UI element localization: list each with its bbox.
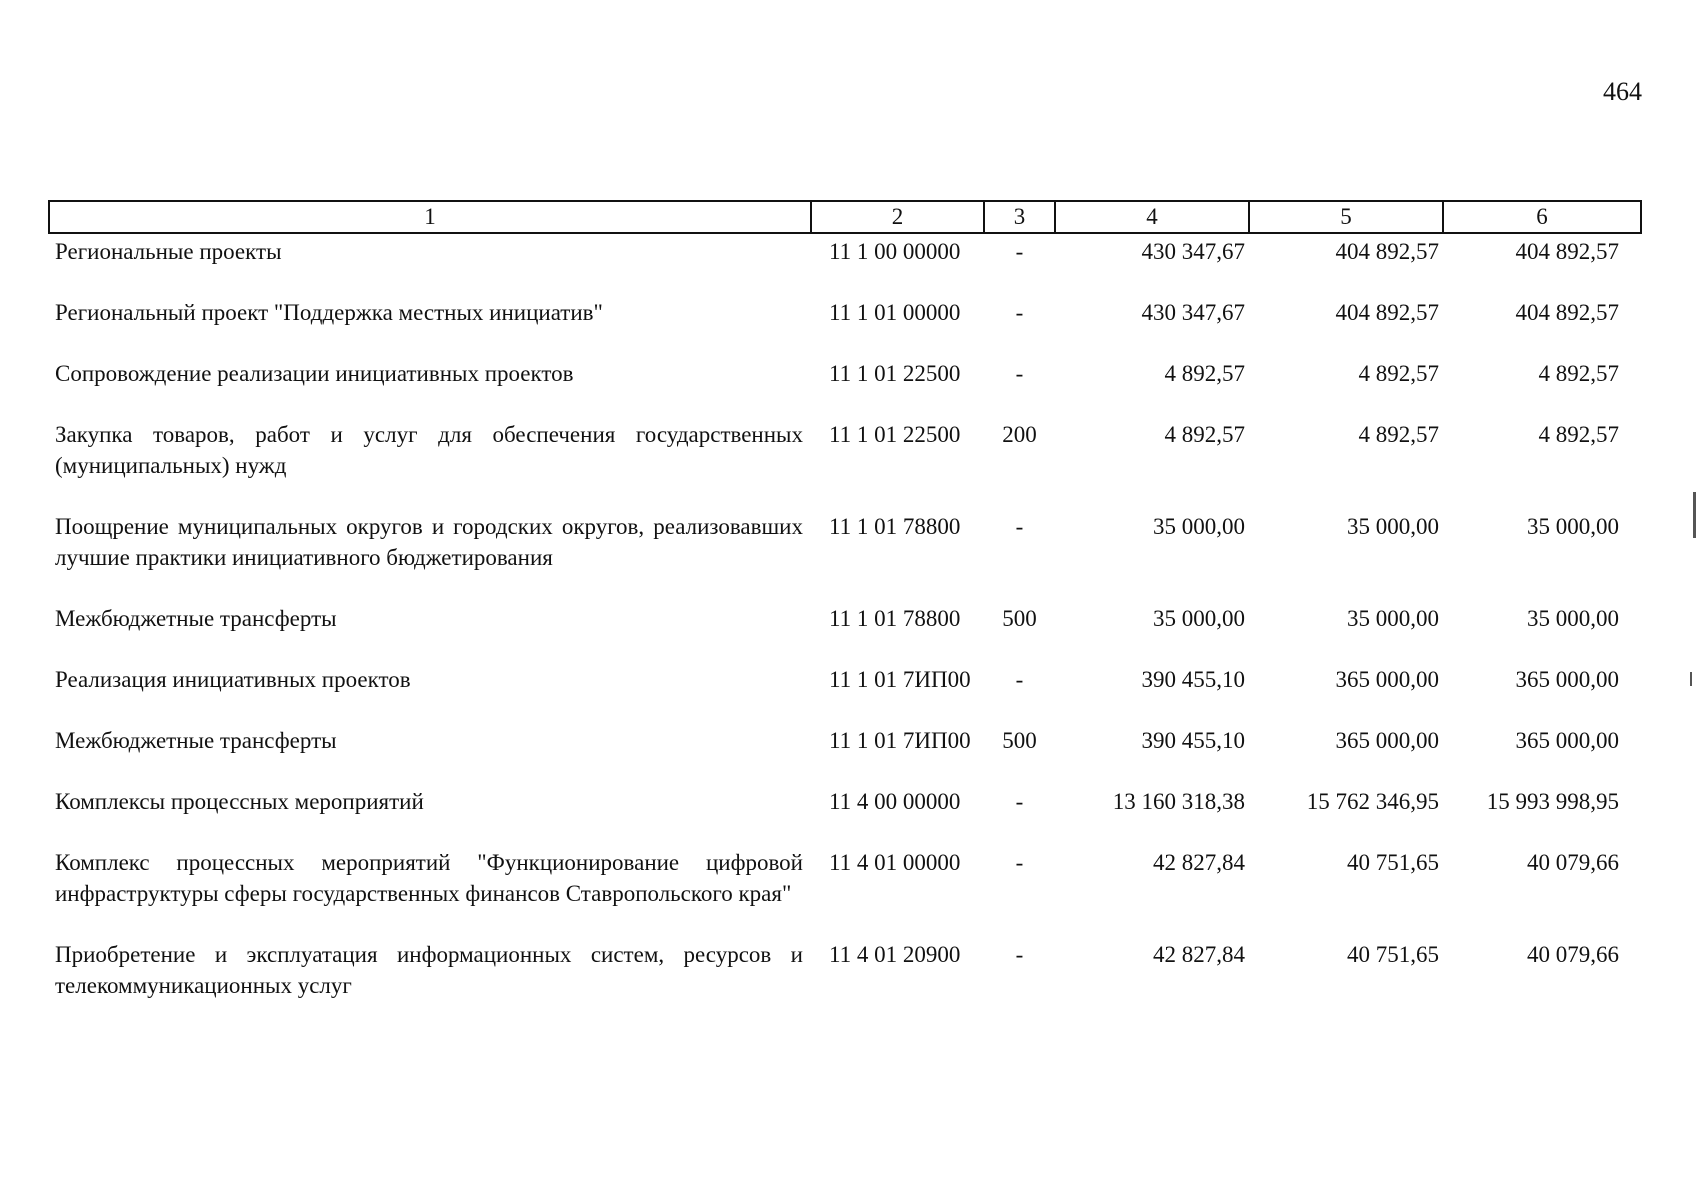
row-value-2: 40 751,65 (1347, 942, 1439, 967)
table-row (49, 297, 1641, 358)
column-header: 6 (1443, 201, 1641, 233)
row-value-1: 4 892,57 (1164, 361, 1245, 386)
column-header: 4 (1055, 201, 1249, 233)
row-value-2: 365 000,00 (1335, 728, 1439, 753)
row-code: 11 1 01 7ИП00 (829, 667, 971, 692)
row-name: Поощрение муниципальных округов и городских округов, реализовавших лучшие практики инициативного бюджетирования (55, 514, 803, 570)
row-expense-type: - (1015, 239, 1024, 264)
row-name: Межбюджетные трансферты (55, 606, 337, 631)
row-name: Комплексы процессных мероприятий (55, 789, 424, 814)
table-row (49, 664, 1641, 725)
row-name: Реализация инициативных проектов (55, 667, 411, 692)
row-value-3: 404 892,57 (1515, 239, 1619, 264)
row-name: Межбюджетные трансферты (55, 728, 337, 753)
row-value-2: 15 762 346,95 (1306, 789, 1439, 814)
row-expense-type: - (1015, 361, 1024, 386)
row-code: 11 1 01 22500 (829, 422, 961, 447)
row-value-3: 35 000,00 (1527, 514, 1619, 539)
row-value-3: 4 892,57 (1538, 422, 1619, 447)
row-name: Региональный проект "Поддержка местных инициатив" (55, 300, 603, 325)
row-code: 11 4 01 00000 (829, 850, 961, 875)
row-name: Приобретение и эксплуатация информационных систем, ресурсов и телекоммуникационных услуг (55, 942, 803, 998)
scan-edge-mark (1690, 672, 1692, 686)
budget-table (48, 200, 1642, 1031)
row-code: 11 1 01 7ИП00 (829, 728, 971, 753)
row-value-1: 35 000,00 (1153, 606, 1245, 631)
row-value-2: 35 000,00 (1347, 514, 1439, 539)
row-value-2: 404 892,57 (1335, 239, 1439, 264)
row-value-1: 42 827,84 (1153, 850, 1245, 875)
row-value-3: 404 892,57 (1515, 300, 1619, 325)
row-value-3: 365 000,00 (1515, 667, 1619, 692)
table-row (49, 939, 1641, 1031)
column-header: 2 (811, 201, 984, 233)
row-value-2: 40 751,65 (1347, 850, 1439, 875)
row-code: 11 1 01 00000 (829, 300, 961, 325)
row-name: Региональные проекты (55, 239, 282, 264)
row-name: Закупка товаров, работ и услуг для обеспечения государственных (муниципальных) нужд (55, 422, 803, 478)
row-expense-type: - (1015, 300, 1024, 325)
table-row (49, 358, 1641, 419)
row-value-3: 365 000,00 (1515, 728, 1619, 753)
row-expense-type: - (1015, 514, 1024, 539)
row-code: 11 1 01 22500 (829, 361, 961, 386)
row-code: 11 4 01 20900 (829, 942, 961, 967)
row-value-1: 430 347,67 (1141, 239, 1245, 264)
row-code: 11 1 01 78800 (829, 514, 961, 539)
row-value-3: 40 079,66 (1527, 850, 1619, 875)
row-value-1: 390 455,10 (1141, 667, 1245, 692)
row-code: 11 1 01 78800 (829, 606, 961, 631)
row-expense-type: - (1015, 789, 1024, 814)
row-name: Комплекс процессных мероприятий "Функционирование цифровой инфраструктуры сферы государственных финансов Ставропольского края" (55, 850, 803, 906)
row-expense-type: 500 (1002, 606, 1037, 631)
table-row (49, 786, 1641, 847)
budget-table-container (48, 200, 1640, 1031)
row-value-2: 4 892,57 (1358, 422, 1439, 447)
row-expense-type: 500 (1002, 728, 1037, 753)
row-value-1: 390 455,10 (1141, 728, 1245, 753)
row-value-1: 430 347,67 (1141, 300, 1245, 325)
row-value-3: 15 993 998,95 (1486, 789, 1619, 814)
row-value-3: 35 000,00 (1527, 606, 1619, 631)
page-number: 464 (1603, 77, 1642, 106)
row-value-1: 35 000,00 (1153, 514, 1245, 539)
row-code: 11 4 00 00000 (829, 789, 961, 814)
table-row (49, 847, 1641, 939)
row-code: 11 1 00 00000 (829, 239, 961, 264)
row-value-1: 4 892,57 (1164, 422, 1245, 447)
column-header: 3 (984, 201, 1055, 233)
column-header: 5 (1249, 201, 1443, 233)
row-value-2: 365 000,00 (1335, 667, 1439, 692)
table-row (49, 511, 1641, 603)
row-value-2: 4 892,57 (1358, 361, 1439, 386)
row-expense-type: - (1015, 942, 1024, 967)
row-expense-type: - (1015, 850, 1024, 875)
row-value-3: 40 079,66 (1527, 942, 1619, 967)
table-row (49, 233, 1641, 297)
row-value-3: 4 892,57 (1538, 361, 1619, 386)
row-value-1: 42 827,84 (1153, 942, 1245, 967)
column-header: 1 (49, 201, 811, 233)
row-value-2: 404 892,57 (1335, 300, 1439, 325)
row-expense-type: 200 (1002, 422, 1037, 447)
table-row (49, 603, 1641, 664)
row-expense-type: - (1015, 667, 1024, 692)
row-value-2: 35 000,00 (1347, 606, 1439, 631)
header-row (49, 201, 1641, 233)
row-value-1: 13 160 318,38 (1112, 789, 1245, 814)
table-row (49, 725, 1641, 786)
table-row (49, 419, 1641, 511)
row-name: Сопровождение реализации инициативных проектов (55, 361, 574, 386)
